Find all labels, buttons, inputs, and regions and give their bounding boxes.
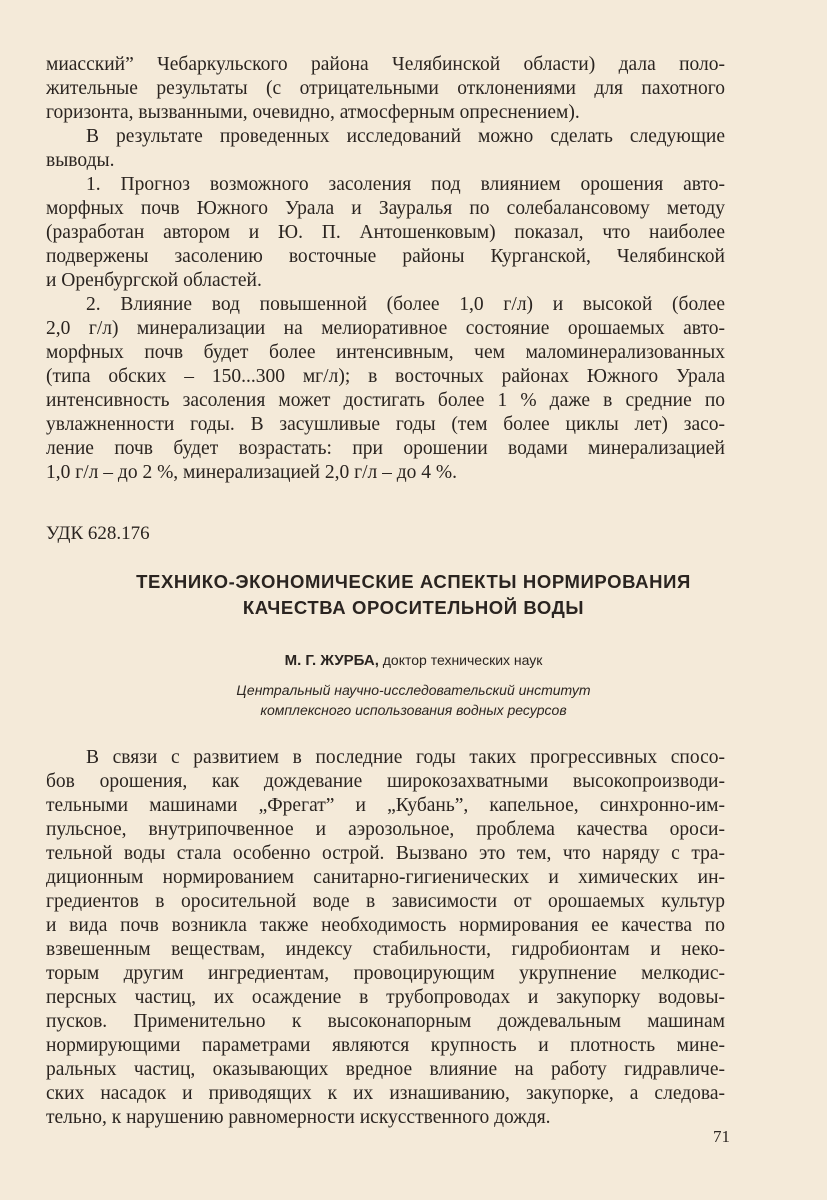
institution-line: Центральный научно-исследовательский институт bbox=[236, 682, 591, 698]
text-line: пульсное, внутрипочвенное и аэрозольное, проблема качества ороси- bbox=[46, 819, 725, 840]
text-line: 1. Прогноз возможного засоления под влиянием орошения авто- bbox=[86, 174, 725, 195]
text-line: гредиентов в оросительной воде в зависимости от орошаемых культур bbox=[46, 891, 725, 912]
text-line: морфных почв будет более интенсивным, чем маломинерализованных bbox=[46, 342, 725, 363]
text-line: увлажненности годы. В засушливые годы (тем более циклы лет) засо- bbox=[46, 414, 725, 435]
text-line: миасский” Чебаркульского района Челябинской области) дала поло- bbox=[46, 54, 725, 75]
article-title-line: ТЕХНИКО-ЭКОНОМИЧЕСКИЕ АСПЕКТЫ НОРМИРОВАНИЯ bbox=[136, 571, 691, 592]
text-line: (разработан автором и Ю. П. Антошенковым) показал, что наиболее bbox=[46, 222, 725, 243]
text-line: и Оренбургской областей. bbox=[46, 270, 262, 291]
text-line: персных частиц, их осаждение в трубопроводах и закупорку водовы- bbox=[46, 987, 725, 1008]
text-line: жительные результаты (с отрицательными отклонениями для пахотного bbox=[46, 78, 725, 99]
text-line: В связи с развитием в последние годы таких прогрессивных спосо- bbox=[86, 747, 725, 768]
text-line: В результате проведенных исследований можно сделать следующие bbox=[86, 126, 725, 147]
author-line bbox=[0, 650, 827, 671]
text-line: тельной воды стала особенно острой. Вызвано это тем, что наряду с тра- bbox=[46, 843, 725, 864]
udk-code: УДК 628.176 bbox=[46, 523, 150, 544]
text-line: диционным нормированием санитарно-гигиенических и химических ин- bbox=[46, 867, 725, 888]
text-line: горизонта, вызванными, очевидно, атмосферным опреснением). bbox=[46, 102, 580, 123]
text-line: взвешенным веществам, индексу стабильности, гидробионтам и неко- bbox=[46, 939, 725, 960]
text-line: торым другим ингредиентам, провоцирующим укрупнение мелкодис- bbox=[46, 963, 725, 984]
text-line: 2. Влияние вод повышенной (более 1,0 г/л) и высокой (более bbox=[86, 294, 725, 315]
author-name: М. Г. ЖУРБА, bbox=[284, 652, 379, 669]
text-line: 2,0 г/л) минерализации на мелиоративное состояние орошаемых авто- bbox=[46, 318, 725, 339]
text-line: ральных частиц, оказывающих вредное влияние на работу гидравличе- bbox=[46, 1059, 725, 1080]
page-number: 71 bbox=[713, 1127, 730, 1146]
author-degree: доктор технических наук bbox=[378, 652, 543, 668]
text-line: бов орошения, как дождевание широкозахватными высокопроизводи- bbox=[46, 771, 725, 792]
text-line: тельными машинами „Фрегат” и „Кубань”, капельное, синхронно-им- bbox=[46, 795, 725, 816]
article-title-line: КАЧЕСТВА ОРОСИТЕЛЬНОЙ ВОДЫ bbox=[242, 597, 585, 618]
text-line: выводы. bbox=[46, 150, 115, 171]
text-line: нормирующими параметрами являются крупность и плотность мине- bbox=[46, 1035, 725, 1056]
text-line: ление почв будет возрастать: при орошении водами минерализацией bbox=[46, 438, 725, 459]
institution-line: комплексного использования водных ресурсов bbox=[260, 702, 567, 718]
text-line: тельно, к нарушению равномерности искусственного дождя. bbox=[46, 1107, 551, 1128]
text-line: 1,0 г/л – до 2 %, минерализацией 2,0 г/л – до 4 %. bbox=[46, 462, 458, 483]
text-line: и вида почв возникла также необходимость нормирования ее качества по bbox=[46, 915, 725, 936]
text-line: ских насадок и приводящих к их изнашиванию, закупорке, а следова- bbox=[46, 1083, 725, 1104]
text-line: пусков. Применительно к высоконапорным дождевальным машинам bbox=[46, 1011, 725, 1032]
text-line: подвержены засолению восточные районы Курганской, Челябинской bbox=[46, 246, 725, 267]
text-line: интенсивность засоления может достигать более 1 % даже в средние по bbox=[46, 390, 725, 411]
text-line: (типа обских – 150...300 мг/л); в восточных районах Южного Урала bbox=[46, 366, 725, 387]
text-line: морфных почв Южного Урала и Зауралья по солебалансовому методу bbox=[46, 198, 725, 219]
